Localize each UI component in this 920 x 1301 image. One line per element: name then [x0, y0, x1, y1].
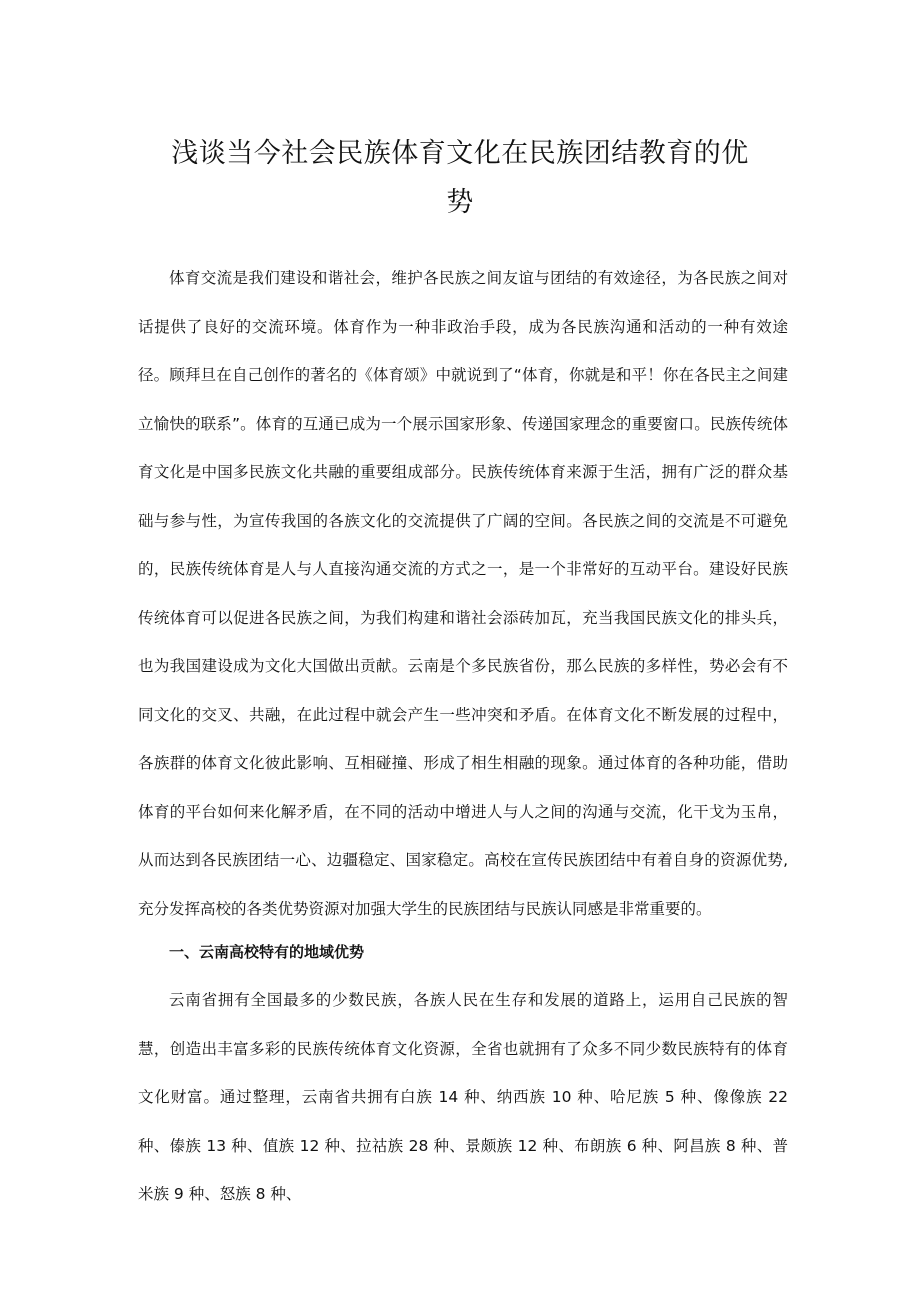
- section-heading-1: 一、云南高校特有的地域优势: [169, 943, 365, 961]
- document-title-line-1: 浅谈当今社会民族体育文化在民族团结教育的优: [171, 138, 749, 169]
- document-title-line-2: 势: [446, 187, 474, 218]
- body-paragraph-1: 体育交流是我们建设和谐社会，维护各民族之间友谊与团结的有效途径，为各民族之间对话提供了良好的交流环境。体育作为一种非政治手段，成为各民族沟通和活动的一种有效途径。顾拜旦在自己创作的著名的《体育颂》中就说到了“体育，你就是和平！你在各民主之间建立愉快的联系”。体育的互通已成为一个展示国家形象、传递国家理念的重要窗口。民族传统体育文化是中国多民族文化共融的重要组成部分。民族传统体育来源于生活，拥有广泛的群众基础与参与性，为宣传我国的各族文化的交流提供了广阔的空间。各民族之间的交流是不可避免的，民族传统体育是人与人直接沟通交流的方式之一，是一个非常好的互动平台。建设好民族传统体育可以促进各民族之间，为我们构建和谐社会添砖加瓦，充当我国民族文化的排头兵，也为我国建设成为文化大国做出贡献。云南是个多民族省份，那么民族的多样性，势必会有不同文化的交叉、共融，在此过程中就会产生一些冲突和矛盾。在体育文化不断发展的过程中，各族群的体育文化彼此影响、互相碰撞、形成了相生相融的现象。通过体育的各种功能，借助体育的平台如何来化解矛盾，在不同的活动中增进人与人之间的沟通与交流，化干戈为玉帛，从而达到各民族团结一心、边疆稳定、国家稳定。高校在宣传民族团结中有着自身的资源优势,充分发挥高校的各类优势资源对加强大学生的民族团结与民族认同感是非常重要的。: [138, 269, 788, 918]
- body-paragraph-2: 云南省拥有全国最多的少数民族，各族人民在生存和发展的道路上，运用自己民族的智慧，创造出丰富多彩的民族传统体育文化资源，全省也就拥有了众多不同少数民族特有的体育文化财富。通过整理，云南省共拥有白族 14 种、纳西族 10 种、哈尼族 5 种、像像族 22 种、傣族 13 种、值族 12 种、拉祜族 28 种、景颇族 12 种、布朗族 6 种、阿昌族 8 种、普米族 9 种、怒族 8 种、: [138, 991, 788, 1203]
